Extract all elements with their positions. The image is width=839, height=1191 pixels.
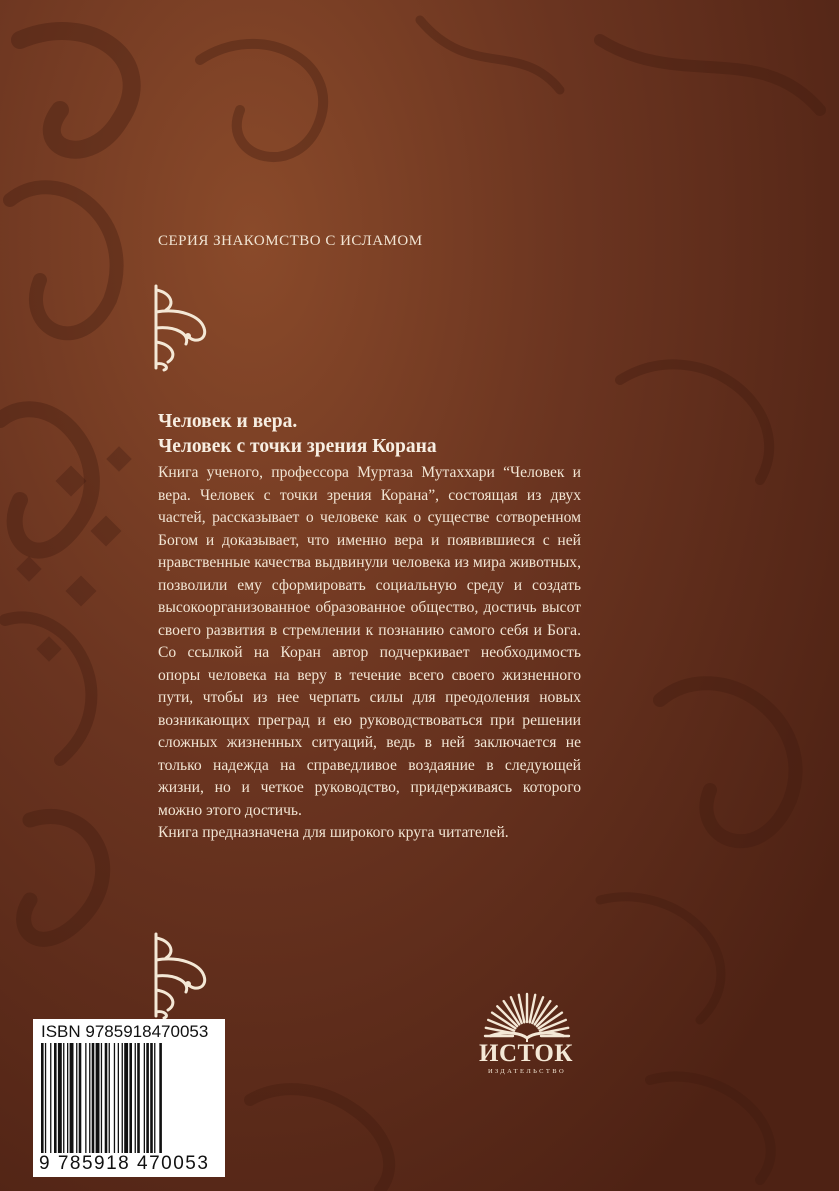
barcode-bar <box>85 1043 86 1153</box>
barcode-bar <box>89 1043 90 1153</box>
barcode-bar <box>135 1043 136 1153</box>
barcode-bar <box>76 1043 77 1153</box>
barcode-bar <box>50 1043 51 1153</box>
barcode-bar <box>118 1043 119 1153</box>
barcode-bar <box>96 1043 100 1153</box>
barcode-bar <box>144 1043 145 1153</box>
barcode-digits: 9 785918 470053 <box>39 1153 210 1174</box>
isbn-barcode <box>33 1019 225 1177</box>
barcode-bar <box>146 1043 149 1153</box>
publisher-subtitle: ИЗДАТЕЛЬСТВО <box>487 1068 567 1075</box>
barcode-bar <box>122 1043 123 1153</box>
barcode-bar <box>137 1043 140 1153</box>
book-description <box>158 462 581 845</box>
ornament-top-icon <box>150 282 212 372</box>
barcode-bar <box>41 1043 44 1153</box>
barcode-bar <box>154 1043 155 1153</box>
barcode-bars <box>41 1043 217 1153</box>
barcode-bar <box>124 1043 128 1153</box>
publisher-name: ИСТОК <box>479 1040 573 1067</box>
series-title: СЕРИЯ ЗНАКОМСТВО С ИСЛАМОМ <box>158 233 423 249</box>
audience-note: Книга предназначена для широкого круга читателей. <box>158 824 509 841</box>
barcode-bar <box>67 1043 68 1153</box>
barcode-bar <box>159 1043 162 1153</box>
barcode-bar <box>129 1043 132 1153</box>
barcode-bar <box>45 1043 46 1153</box>
barcode-bar <box>92 1043 95 1153</box>
barcode-bar <box>109 1043 110 1153</box>
title-line-2: Человек с точки зрения Корана <box>158 436 437 457</box>
barcode-bar <box>101 1043 102 1153</box>
barcode-bar <box>105 1043 108 1153</box>
barcode-bar <box>150 1043 153 1153</box>
barcode-bar <box>114 1043 115 1153</box>
barcode-bar <box>70 1043 74 1153</box>
book-title <box>158 409 598 459</box>
title-line-1: Человек и вера. <box>158 411 298 432</box>
ornament-bottom-icon <box>150 930 212 1020</box>
description-paragraph: Книга ученого, профессора Муртаза Мутаххари “Человек и вера. Человек с точки зрения Корана”, состоящая из двух частей, рассказывает о человеке как о существе сотворенном Богом и доказывает, что именно вера и появившиеся с ней нравственные качества выдвинули человека из мира животных, позволили ему сформировать социальную среду и создать высокоорганизованное образованное общество, достичь высот своего развития в стремлении к познанию самого себя и Бога. Со ссылкой на Коран автор подчеркивает необходимость опоры человека на веру в течение всего своего жизненного пути, чтобы из нее черпать силы для преодоления новых возникающих преград и ею руководствоваться при решении сложных жизненных ситуаций, ведь в ней заключается не только надежда на справедливое воздаяние в следующей жизни, но и четкое руководство, придерживаясь которого можно этого достичь. <box>158 464 581 819</box>
barcode-bar <box>63 1043 64 1153</box>
isbn-label: ISBN 9785918470053 <box>41 1022 209 1041</box>
barcode-bar <box>58 1043 62 1153</box>
barcode-bar <box>79 1043 82 1153</box>
barcode-bar <box>54 1043 57 1153</box>
